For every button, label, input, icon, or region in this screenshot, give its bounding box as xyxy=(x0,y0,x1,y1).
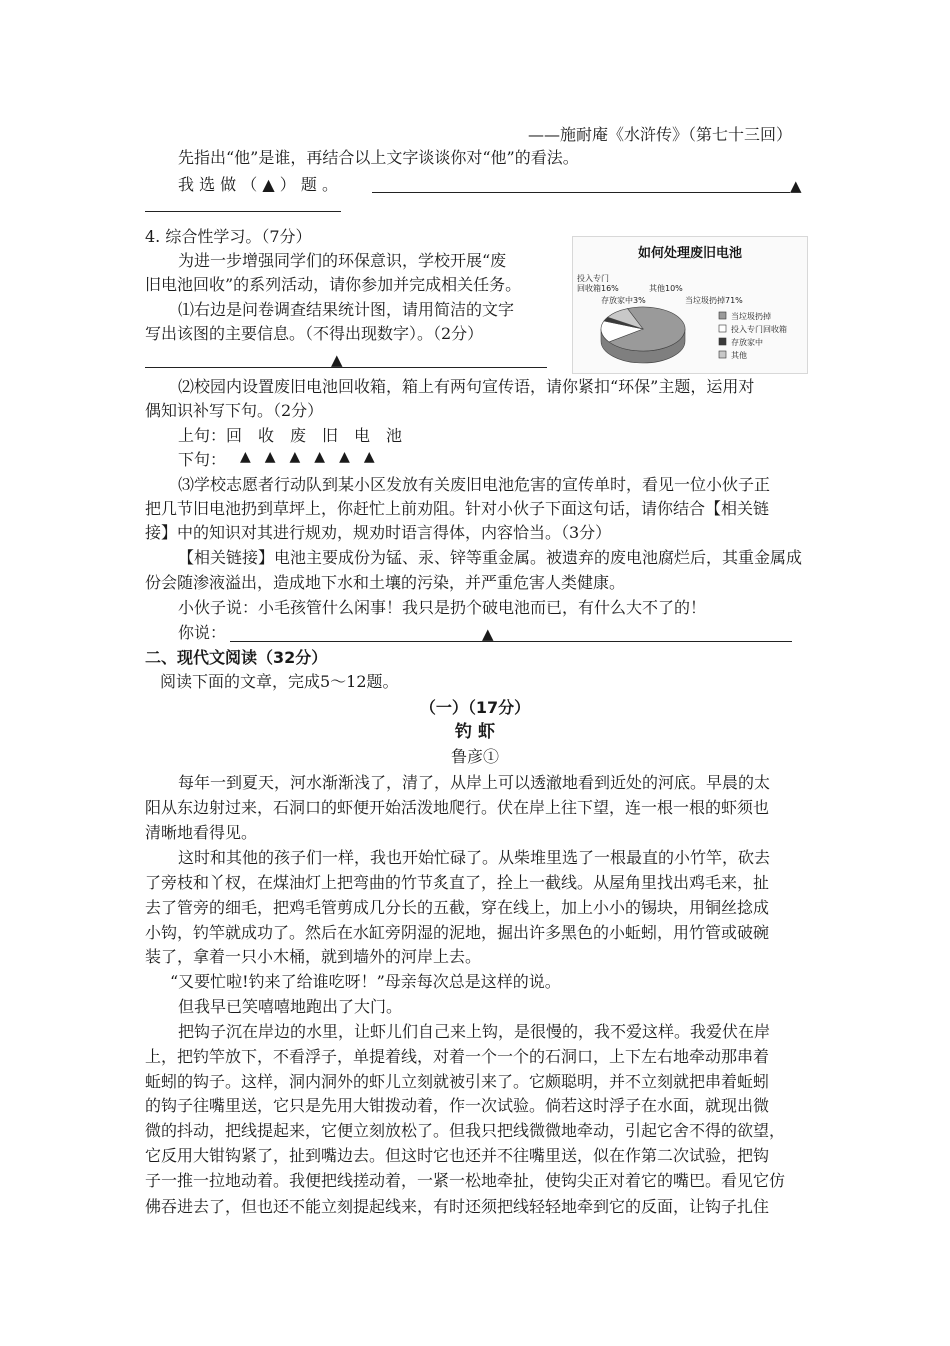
legend-label: 当垃圾扔掉 xyxy=(731,312,771,321)
related-link-1: 【相关链接】电池主要成份为锰、汞、锌等重金属。被遗弃的废电池腐烂后，其重金属成 xyxy=(178,548,803,567)
pie-chart-figure xyxy=(572,236,808,374)
article-line: 每年一到夏天，河水渐渐浅了，清了，从岸上可以透澈地看到近处的河底。早晨的太 xyxy=(178,773,771,792)
legend-swatch xyxy=(719,312,726,319)
upper-couplet: 上句：回 收 废 旧 电 池 xyxy=(178,426,403,445)
choose-label xyxy=(178,174,338,196)
section2-heading: 二、现代文阅读（32分） xyxy=(145,648,328,667)
q4-part2-a: ⑵校园内设置废旧电池回收箱，箱上有两句宣传语，请你紧扣“环保”主题，运用对 xyxy=(178,377,755,396)
article-title: 钓 虾 xyxy=(455,722,495,742)
source-citation: ——施耐庵《水浒传》（第七十三回） xyxy=(528,125,793,144)
label-trash: 当垃圾扔掉71% xyxy=(685,296,743,305)
pie-chart-svg xyxy=(573,237,807,373)
article-line: 的钩子往嘴里送，它只是先用大钳拨动着，作一次试验。倘若这时浮子在水面，就现出微 xyxy=(145,1096,770,1115)
article-line: 清晰地看得见。 xyxy=(145,823,258,842)
q4-intro-1: 为进一步增强同学们的环保意识，学校开展“废 xyxy=(178,251,507,270)
q4-heading: 4. 综合性学习。（7分） xyxy=(145,227,312,246)
part-heading: （一）（17分） xyxy=(419,698,531,717)
answer-line-q4-1[interactable] xyxy=(145,367,547,368)
legend-swatch xyxy=(719,351,726,358)
lower-couplet-label: 下句： xyxy=(178,450,227,469)
article-line: 但我早已笑嘻嘻地跑出了大门。 xyxy=(178,997,403,1016)
q4-part2-b: 偶知识补写下句。（2分） xyxy=(145,401,324,420)
answer-triangle-q4-1: ▲ xyxy=(331,351,343,369)
q4-part3-b: 把几节旧电池扔到草坪上，你赶忙上前劝阻。针对小伙子下面这句话，请你结合【相关链 xyxy=(145,499,770,518)
article-line: 把钩子沉在岸边的水里，让虾儿们自己来上钩，是很慢的，我不爱这样。我爱伏在岸 xyxy=(178,1022,771,1041)
answer-line-top-2[interactable] xyxy=(145,211,341,212)
q4-part1-a: ⑴右边是问卷调查结果统计图，请用简洁的文字 xyxy=(178,300,515,319)
label-recycle-a: 投入专门 xyxy=(577,274,609,283)
legend-swatch xyxy=(719,325,726,332)
legend-swatch xyxy=(719,338,726,345)
article-line: 它反用大钳钩紧了，扯到嘴边去。但这时它也还并不往嘴里送，似在作第二次试验，把钩 xyxy=(145,1146,770,1165)
q4-intro-2: 旧电池回收”的系列活动，请你参加并完成相关任务。 xyxy=(145,275,522,294)
youth-quote: 小伙子说：小毛孩管什么闲事！我只是扔个破电池而已，有什么大不了的！ xyxy=(178,598,707,617)
legend-label: 其他 xyxy=(731,351,747,360)
article-line: “又要忙啦!钓来了给谁吃呀！”母亲每次总是这样的说。 xyxy=(170,972,561,991)
answer-triangle-top: ▲ xyxy=(790,177,802,195)
legend-label: 投入专门回收箱 xyxy=(731,325,787,334)
legend-label: 存放家中 xyxy=(731,338,763,347)
label-recycle-b: 回收箱16% xyxy=(577,284,619,293)
article-line: 阳从东边射过来，石洞口的虾便开始活泼地爬行。伏在岸上往下望，连一根一根的虾须也 xyxy=(145,798,770,817)
article-line: 微的抖动，把线提起来，它便立刻放松了。但我只把线微微地牵动，引起它舍不得的欲望， xyxy=(145,1121,786,1140)
article-line: 了旁枝和丫杈，在煤油灯上把弯曲的竹节炙直了，拴上一截线。从屋角里找出鸡毛来，扯 xyxy=(145,873,770,892)
q4-part3-a: ⑶学校志愿者行动队到某小区发放有关废旧电池危害的宣传单时，看见一位小伙子正 xyxy=(178,475,771,494)
article-line: 去了管旁的细毛，把鸡毛管剪成几分长的五截，穿在线上，加上小小的锡块，用铜丝捻成 xyxy=(145,898,770,917)
choose-triangle: ▲ xyxy=(262,175,275,194)
q4-part1-b: 写出该图的主要信息。（不得出现数字）。（2分） xyxy=(145,324,484,343)
answer-triangle-you-say: ▲ xyxy=(482,625,494,643)
choose-post: ） 题 。 xyxy=(279,175,338,194)
lower-couplet-blanks[interactable]: ▲ ▲ ▲ ▲ ▲ ▲ xyxy=(240,449,375,465)
article-line: 小钩，钓竿就成功了。然后在水缸旁阴湿的泥地，掘出许多黑色的小蚯蚓，用竹管或破碗 xyxy=(145,923,770,942)
label-other: 其他10% xyxy=(649,284,683,293)
question-prompt: 先指出“他”是谁，再结合以上文字谈谈你对“他”的看法。 xyxy=(178,148,579,167)
article-line: 上，把钓竿放下，不看浮子，单提着线，对着一个一个的石洞口，上下左右地牵动那串着 xyxy=(145,1047,770,1066)
article-author: 鲁彦① xyxy=(450,747,499,766)
article-line: 子一推一拉地动着。我便把线搓动着，一紧一松地牵扯，使钩尖正对着它的嘴巴。看见它仿 xyxy=(145,1171,786,1190)
q4-part3-c: 接】中的知识对其进行规劝，规劝时语言得体，内容恰当。（3分） xyxy=(145,523,612,542)
related-link-2: 份会随渗液溢出，造成地下水和土壤的污染，并严重危害人类健康。 xyxy=(145,573,626,592)
label-home: 存放家中3% xyxy=(601,296,646,305)
you-say-label: 你说： xyxy=(178,623,227,642)
chart-title: 如何处理废旧电池 xyxy=(637,246,743,261)
answer-line-top[interactable] xyxy=(372,192,790,193)
article-line: 佛吞进去了，但也还不能立刻提起线来，有时还须把线轻轻地牵到它的反面，让钩子扎住 xyxy=(145,1197,770,1216)
answer-line-you-say[interactable] xyxy=(230,641,792,642)
choose-pre: 我 选 做 （ xyxy=(178,175,258,194)
article-line: 这时和其他的孩子们一样，我也开始忙碌了。从柴堆里选了一根最直的小竹竿，砍去 xyxy=(178,848,771,867)
article-line: 装了，拿着一只小木桶，就到墙外的河岸上去。 xyxy=(145,947,482,966)
section2-instruction: 阅读下面的文章，完成5～12题。 xyxy=(160,672,399,691)
article-line: 蚯蚓的钩子。这样，洞内洞外的虾儿立刻就被引来了。它颇聪明，并不立刻就把串着蚯蚓 xyxy=(145,1072,770,1091)
